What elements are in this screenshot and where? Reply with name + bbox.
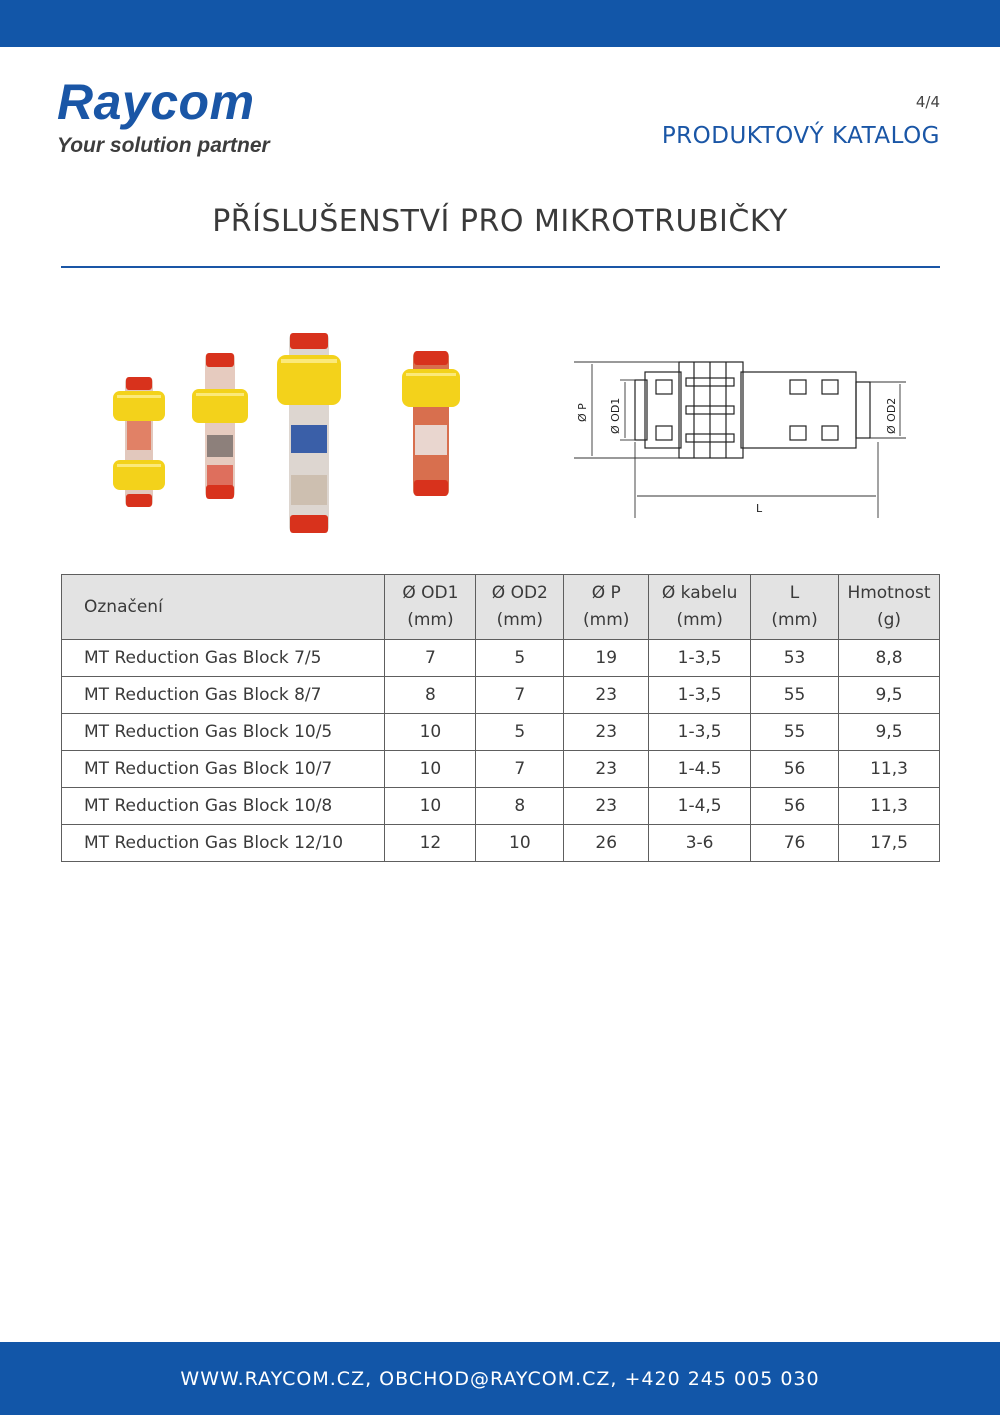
cell-kabelu: 1-4.5 — [649, 751, 751, 788]
cell-p: 23 — [564, 788, 649, 825]
cell-od2: 8 — [476, 788, 564, 825]
cell-od1: 7 — [385, 640, 476, 677]
header-unit: (mm) — [676, 610, 723, 630]
cell-hmotnost: 9,5 — [838, 677, 939, 714]
cell-p: 23 — [564, 714, 649, 751]
cell-od2: 7 — [476, 751, 564, 788]
cell-hmotnost: 8,8 — [838, 640, 939, 677]
cell-od1: 8 — [385, 677, 476, 714]
title-divider — [61, 266, 940, 268]
table-row — [62, 640, 940, 677]
cell-p: 19 — [564, 640, 649, 677]
header-label: Ø OD2 — [491, 583, 548, 603]
header-label: Ø P — [591, 583, 621, 603]
cell-od2: 5 — [476, 640, 564, 677]
connector-1 — [113, 377, 165, 507]
cell-hmotnost: 17,5 — [838, 825, 939, 862]
connector-2 — [192, 353, 248, 499]
cell-od1: 12 — [385, 825, 476, 862]
page-number: 4/4 — [915, 93, 940, 111]
cell-od1: 10 — [385, 751, 476, 788]
header-unit: (mm) — [583, 610, 630, 630]
product-photo — [95, 325, 490, 540]
footer-contact[interactable]: WWW.RAYCOM.CZ, OBCHOD@RAYCOM.CZ, +420 245 005 030 — [180, 1367, 820, 1390]
header-label: L — [789, 583, 800, 603]
cell-hmotnost: 9,5 — [838, 714, 939, 751]
cell-l: 76 — [751, 825, 839, 862]
cell-hmotnost: 11,3 — [838, 788, 939, 825]
cell-l: 53 — [751, 640, 839, 677]
header-oznaceni — [62, 575, 385, 640]
cell-p: 26 — [564, 825, 649, 862]
spec-table — [61, 574, 940, 862]
cell-kabelu: 3-6 — [649, 825, 751, 862]
cell-name: MT Reduction Gas Block 10/7 — [62, 751, 385, 788]
cell-od1: 10 — [385, 788, 476, 825]
raycom-logo[interactable] — [57, 76, 270, 158]
header-unit: (mm) — [496, 610, 544, 630]
cell-l: 56 — [751, 751, 839, 788]
cell-kabelu: 1-4,5 — [649, 788, 751, 825]
table-row — [62, 751, 940, 788]
header-kabelu — [649, 575, 751, 640]
cell-l: 56 — [751, 788, 839, 825]
cell-name: MT Reduction Gas Block 7/5 — [62, 640, 385, 677]
cell-hmotnost: 11,3 — [838, 751, 939, 788]
header-unit: (mm) — [771, 610, 818, 630]
cell-kabelu: 1-3,5 — [649, 714, 751, 751]
header-label: Ø kabelu — [661, 583, 738, 603]
cell-name: MT Reduction Gas Block 10/5 — [62, 714, 385, 751]
table-row — [62, 788, 940, 825]
header-hmotnost — [838, 575, 939, 640]
logo-wordmark: Raycom — [57, 74, 255, 130]
cell-p: 23 — [564, 677, 649, 714]
cell-name: MT Reduction Gas Block 12/10 — [62, 825, 385, 862]
label-od2: Ø OD2 — [885, 397, 898, 434]
header-p — [564, 575, 649, 640]
top-banner — [0, 0, 1000, 47]
label-l: L — [756, 502, 763, 515]
page-title: PŘÍSLUŠENSTVÍ PRO MIKROTRUBIČKY — [212, 204, 788, 239]
cell-l: 55 — [751, 714, 839, 751]
header-l — [751, 575, 839, 640]
catalog-label: PRODUKTOVÝ KATALOG — [661, 123, 940, 149]
cell-od2: 5 — [476, 714, 564, 751]
header-unit: (g) — [876, 610, 902, 630]
table-row — [62, 714, 940, 751]
cell-kabelu: 1-3,5 — [649, 640, 751, 677]
cell-p: 23 — [564, 751, 649, 788]
cell-kabelu: 1-3,5 — [649, 677, 751, 714]
table-row — [62, 677, 940, 714]
cell-name: MT Reduction Gas Block 8/7 — [62, 677, 385, 714]
logo-tagline: Your solution partner — [57, 134, 270, 157]
connector-4 — [402, 351, 460, 496]
connector-outline — [635, 362, 870, 458]
cell-od2: 7 — [476, 677, 564, 714]
header-label: Označení — [84, 596, 163, 617]
footer-banner — [0, 1342, 1000, 1415]
dimension-drawing — [560, 350, 920, 525]
label-p: Ø P — [576, 403, 589, 422]
connector-3 — [277, 333, 341, 533]
header-label: Hmotnost — [847, 583, 931, 603]
table-row — [62, 825, 940, 862]
header-od2 — [476, 575, 564, 640]
cell-name: MT Reduction Gas Block 10/8 — [62, 788, 385, 825]
header-unit: (mm) — [407, 610, 454, 630]
header-od1 — [385, 575, 476, 640]
dimension-labels — [576, 398, 898, 515]
label-od1: Ø OD1 — [609, 397, 622, 434]
header-label: Ø OD1 — [402, 583, 459, 603]
cell-od2: 10 — [476, 825, 564, 862]
cell-l: 55 — [751, 677, 839, 714]
table-header-row — [62, 575, 940, 640]
cell-od1: 10 — [385, 714, 476, 751]
